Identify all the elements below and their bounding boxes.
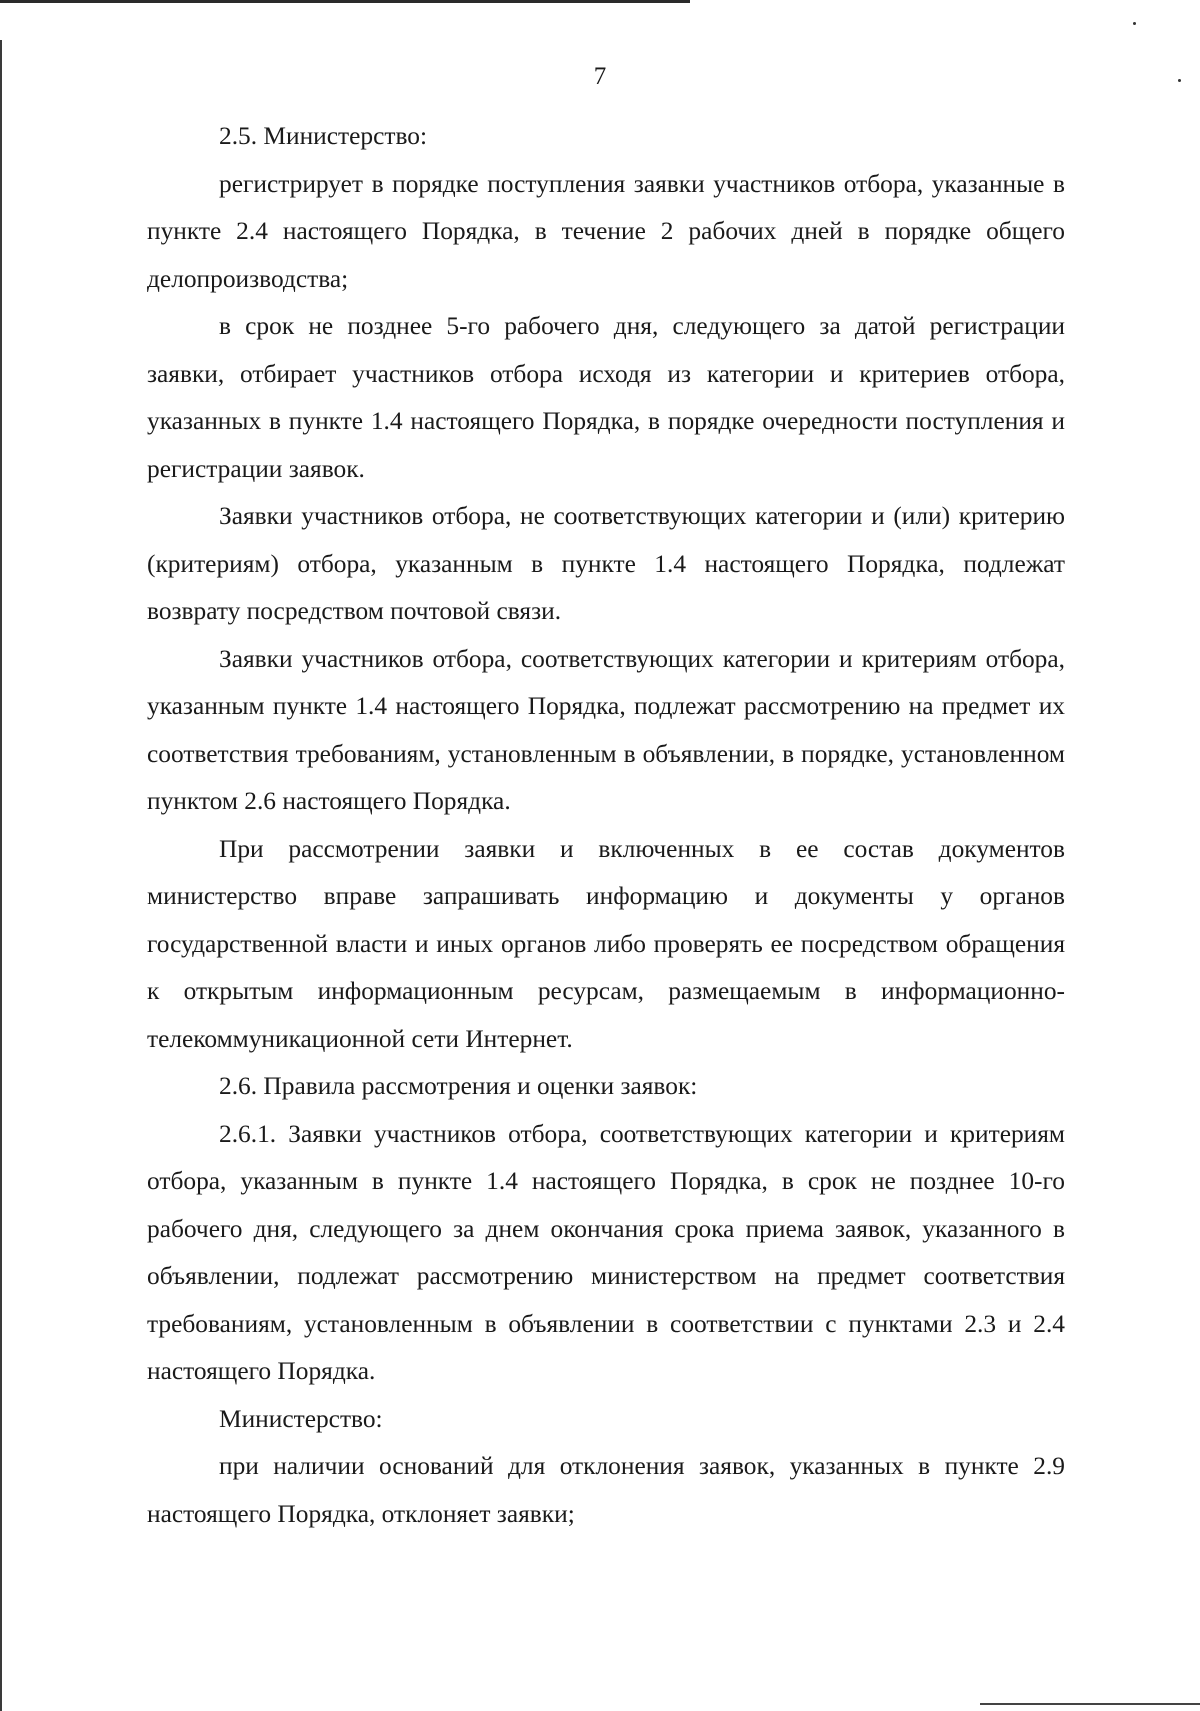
paragraph: 2.6.1. Заявки участников отбора, соответствующих категории и критериям отбора, указанным в пункте 1.4 настоящего Порядка, в срок не позднее 10-го рабочего дня, следующего за днем окончания срока приема заявок, указанного в объявлении, подлежат рассмотрению министерством на предмет соответствия требованиям, установленным в объявлении в соответствии с пунктами 2.3 и 2.4 настоящего Порядка. — [147, 1119, 1065, 1385]
page-number: 7 — [593, 63, 607, 90]
paragraph: 2.6. Правила рассмотрения и оценки заявок: — [219, 1072, 698, 1100]
document-body — [147, 113, 1065, 1538]
paragraph: Заявки участников отбора, не соответствующих категории и (или) критерию (критериям) отбора, указанным в пункте 1.4 настоящего Порядка, подлежат возврату посредством почтовой связи. — [147, 502, 1065, 625]
paragraph: При рассмотрении заявки и включенных в ее состав документов министерство вправе запрашивать информацию и документы у органов государственной власти и иных органов либо проверять ее посредством обращения к открытым информационным ресурсам, размещаемым в информационно-телекоммуникационной сети Интернет. — [147, 834, 1065, 1053]
paragraph: Министерство: — [219, 1404, 383, 1433]
scan-edge-left — [0, 40, 2, 1711]
scan-speck — [1133, 22, 1136, 25]
paragraph: при наличии оснований для отклонения заявок, указанных в пункте 2.9 настоящего Порядка, отклоняет заявки; — [147, 1452, 1065, 1528]
paragraph: Заявки участников отбора, соответствующих категории и критериям отбора, указанным пункте 1.4 настоящего Порядка, подлежат рассмотрению на предмет их соответствия требованиям, установленным в объявлении, в порядке, установленном пунктом 2.6 настоящего Порядка. — [147, 644, 1065, 815]
scan-edge-top — [0, 0, 690, 3]
paragraph: регистрирует в порядке поступления заявки участников отбора, указанные в пункте 2.4 настоящего Порядка, в течение 2 рабочих дней в порядке общего делопроизводства; — [147, 169, 1065, 293]
scan-edge-bottom — [980, 1703, 1200, 1705]
paragraph: 2.5. Министерство: — [219, 122, 428, 150]
paragraph: в срок не позднее 5-го рабочего дня, следующего за датой регистрации заявки, отбирает участников отбора исходя из категории и критериев отбора, указанных в пункте 1.4 настоящего Порядка, в порядке очередности поступления и регистрации заявок. — [147, 312, 1065, 483]
